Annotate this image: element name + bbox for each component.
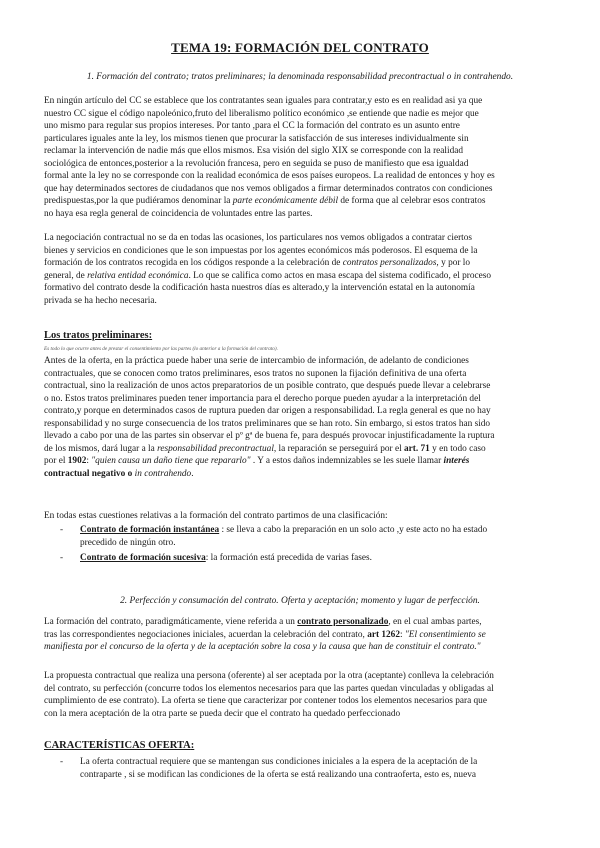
note-tratos: Es todo lo que ocurre antes de prestar el consentimiento por las partes (lo anterior a la formación del contrato). bbox=[44, 346, 278, 352]
emphasis-contratos-personalizados: contratos personalizados, bbox=[342, 258, 439, 268]
emphasis-parte-debil: parte económicamente débil bbox=[232, 196, 339, 206]
term-formacion-instantanea: Contrato de formación instantánea bbox=[80, 525, 220, 535]
emphasis-relativa-entidad: relativa entidad económica bbox=[87, 270, 189, 281]
section-heading-2: 2. Perfección y consumación del contrato. Oferta y aceptación; momento y lugar de perfección. bbox=[120, 596, 480, 606]
quote-1262: manifiesta por el concurso de la oferta y de la aceptación sobre la cosa y la causa que han de constituir el contrato." bbox=[44, 642, 481, 652]
heading-tratos-preliminares: Los tratos preliminares: bbox=[44, 330, 153, 341]
term-formacion-sucesiva: Contrato de formación sucesiva bbox=[80, 553, 206, 563]
article-1902: 1902 bbox=[67, 456, 87, 466]
heading-caracteristicas-oferta: CARACTERÍSTICAS OFERTA: bbox=[44, 740, 195, 751]
emphasis-in-contrahendo: in contrahendo bbox=[134, 468, 192, 479]
article-71: art. 71 bbox=[404, 443, 430, 454]
section-heading-1: 1. Formación del contrato; tratos preliminares; la denominada responsabilidad precontractual o in contrahendo. bbox=[86, 72, 514, 82]
paragraph-6: La propuesta contractual que realiza una persona (oferente) al ser aceptada por la otra (aceptante) conlleva la celebración del contrato, su perfección (concurre todos los elementos necesarios para que las partes quedan vinculadas y obligadas al cumplimiento de ese contrato). La oferta se tiene que caracterizar por contener todos los elementos necesarios para que con la mera aceptación de la otra parte se pueda decir que el contrato ha quedado perfeccionado bbox=[44, 671, 494, 719]
emphasis-interes: interés bbox=[443, 456, 470, 466]
quote-1902: "quien causa un daño tiene que repararlo" bbox=[91, 456, 251, 466]
term-contrato-personalizado: contrato personalizado bbox=[297, 617, 389, 627]
document-title: TEMA 19: FORMACIÓN DEL CONTRATO bbox=[171, 40, 429, 55]
emphasis-contractual-negativo: contractual negativo bbox=[44, 468, 126, 479]
paragraph-1: En ningún artículo del CC se establece que los contratantes sean iguales para contratar,y esto es en realidad asi ya que nuestro CC sigue el código napoleónico,fruto del liberalismo político económico ,se entiende que nadie es mejor que uno mismo para regular sus propios intereses. Por tanto ,para el CC la formación del contrato es un asunto entre particulares iguales ante la ley, los mismos tienen que procurar la satisfacción de sus intereses individualmente sin reclamar la intervención de nadie más que ellos mismos. Esa visión del siglo XIX se corresponde con la realidad sociológica de entonces,posterior a la revolución francesa, pero en seguida se puso de manifiesto que esa igualdad formal ante la ley no se corresponde con la realidad económica de esos países europeos. La realidad de entonces y hoy es que hay determinados sectores de ciudadanos que nos vemos obligados a firmar determinados contratos con condiciones predispuestas,por la que pudiéramos denominar la parte económicamente débil de forma que al celebrar esos contratos no haya esa regla general de coincidencia de voluntades entre las partes. bbox=[44, 96, 495, 219]
emphasis-responsabilidad-precontractual: responsabilidad precontractual bbox=[157, 443, 274, 454]
article-1262: art 1262 bbox=[367, 629, 400, 640]
paragraph-3: Antes de la oferta, en la práctica puede haber una serie de intercambio de información, de adelanto de condiciones contractuales, que se conocen como tratos preliminares, esos tratos no suponen la fijación definitiva de una oferta contractual, sino la realización de unos actos preparatorios de un posible contrato, que después puede llevar a celebrarse o no. Estos tratos preliminares pueden tener importancia para el derecho porque pueden ayudar a la interpretación del contrato,y porque en determinados casos de ruptura pueden dar origen a responsabilidad. La regla general es que no hay responsabilidad y no surge consecuencia de los tratos preliminares que se han roto. Sin embargo, si estos tratos han sido llevado a cabo por una de las partes sin observar el pº gª de buena fe, para después provocar injustificadamente la ruptura de los mismos, dará lugar a la responsabilidad precontractual, la reparación se perseguirá por el art. 71 y en todo caso por el 1902: "quien causa un daño tiene que repararlo" . Y a estos daños indemnizables se les suele llamar interés contractual negativo o in contrahendo. bbox=[44, 356, 495, 479]
document-page: TEMA 19: FORMACIÓN DEL CONTRATO 1. Formación del contrato; tratos preliminares; la denominada responsabilidad precontractual o in contrahendo. En ningún artículo del CC se establece que los contratantes sean iguales para contratar,y esto es en realidad asi ya que nuestro CC sigue el código napoleónico,fruto del liberalismo político económico ,se entiende que nadie es mejor que uno mismo para regular sus propios intereses. Por tanto ,para el CC la formación del contrato es un asunto entre particulares iguales ante la ley, los mismos tienen que procurar la satisfacción de sus intereses individualmente sin reclamar la intervención de nadie más que ellos mismos. Esa visión del siglo XIX se corresponde con la realidad sociológica de entonces,posterior a la revolución francesa, pero en seguida se puso de manifiesto que esa igualdad formal ante la ley no se corresponde con la realidad económica de esos países europeos. La realidad de entonces y hoy es que hay determinados sectores de ciudadanos que nos vemos obligados a firmar determinados contratos con condiciones predispuestas,por la que pudiéramos denominar la parte económicamente débil de forma que al celebrar esos contratos no haya esa regla general de coincidencia de voluntades entre las partes. La negociación contractual no se da en todas las ocasiones, los particulares nos vemos obligados a contratar ciertos bienes y servicios en condiciones que le son impuestas por los agentes económicos más poderosos. El esquema de la formación de los contratos recogida en los códigos responde a la celebración de contratos personalizados, y por lo general, de relativa entidad económica. Lo que se califica como actos en masa escapa del sistema codificado, el proceso formativo del contrato desde la codificación hasta nuestros días es alterado,y la intervención estatal en la autonomía privada se ha hecho necesaria. Los tratos preliminares: Es todo lo que ocurre antes de prestar el consentimiento por las partes (lo anterior a la formación del contrato). Antes de la oferta, en la práctica puede haber una serie de intercambio de información, de adelanto de condiciones contractuales, que se conocen como tratos preliminares, esos tratos no suponen la fijación definitiva de una oferta contractual, sino la realización de unos actos preparatorios de un posible contrato, que después puede llevar a celebrarse o no. Estos tratos preliminares pueden tener importancia para el derecho porque pueden ayudar a la interpretación del contrato,y porque en determinados casos de ruptura pueden dar origen a responsabilidad. La regla general es que no hay responsabilidad y no surge consecuencia de los tratos preliminares que se han roto. Sin embargo, si estos tratos han sido llevado a cabo por una de las partes sin observar el pº gª de buena fe, para después provocar injustificadamente la ruptura de los mismos, dará lugar a la responsabilidad precontractual, la reparación se perseguirá por el art. 71 y en todo caso por el 1902: "quien causa un daño tiene que repararlo" . Y a estos daños indemnizables se les suele llamar interés contractual negativo o in contrahendo. En todas estas cuestiones relativas a la formación del contrato partimos de una clasificación: - Contrato de formación instantánea : se lleva a cabo la preparación en un solo acto ,y este acto no ha estado precedido de ningún otro. - Contrato de formación sucesiva: la formación está precedida de varias fases. 2. Perfección y consumación del contrato. Oferta y aceptación; momento y lugar de perfección. La formación del contrato, paradigmáticamente, viene referida a un contrato personalizado, en el cual ambas partes, tras las correspondientes negociaciones iniciales, acuerdan la celebración del contrato, art 1262: "El consentimiento se manifiesta por el concurso de la oferta y de la aceptación sobre la cosa y la causa que han de constituir el contrato." La propuesta contractual que realiza una persona (oferente) al ser aceptada por la otra (aceptante) conlleva la celebración del contrato, su perfección (concurre todos los elementos necesarios para que las partes quedan vinculadas y obligadas al cumplimiento de ese contrato). La oferta se tiene que caracterizar por contener todos los elementos necesarios para que con la mera aceptación de la otra parte se pueda decir que el contrato ha quedado perfeccionado CARACTERÍSTICAS OFERTA: - La oferta contractual requiere que se mantengan sus condiciones iniciales a la espera de la aceptación de la contraparte , si se modifican las condiciones de la oferta se está realizando una contraoferta, esto es, nueva bbox=[0, 0, 600, 848]
paragraph-4: En todas estas cuestiones relativas a la formación del contrato partimos de una clasificación: bbox=[44, 511, 388, 521]
paragraph-5: La formación del contrato, paradigmáticamente, viene referida a un contrato personalizado, en el cual ambas partes, tras las correspondientes negociaciones iniciales, acuerdan la celebración del contrato, art 1262: "El consentimiento se manifiesta por el concurso de la oferta y de la aceptación sobre la cosa y la causa que han de constituir el contrato." bbox=[44, 617, 486, 652]
paragraph-2: La negociación contractual no se da en todas las ocasiones, los particulares nos vemos obligados a contratar ciertos bienes y servicios en condiciones que le son impuestas por los agentes económicos más poderosos. El esquema de la formación de los contratos recogida en los códigos responde a la celebración de contratos personalizados, y por lo general, de relativa entidad económica. Lo que se califica como actos en masa escapa del sistema codificado, el proceso formativo del contrato desde la codificación hasta nuestros días es alterado,y la intervención estatal en la autonomía privada se ha hecho necesaria. bbox=[44, 233, 492, 306]
